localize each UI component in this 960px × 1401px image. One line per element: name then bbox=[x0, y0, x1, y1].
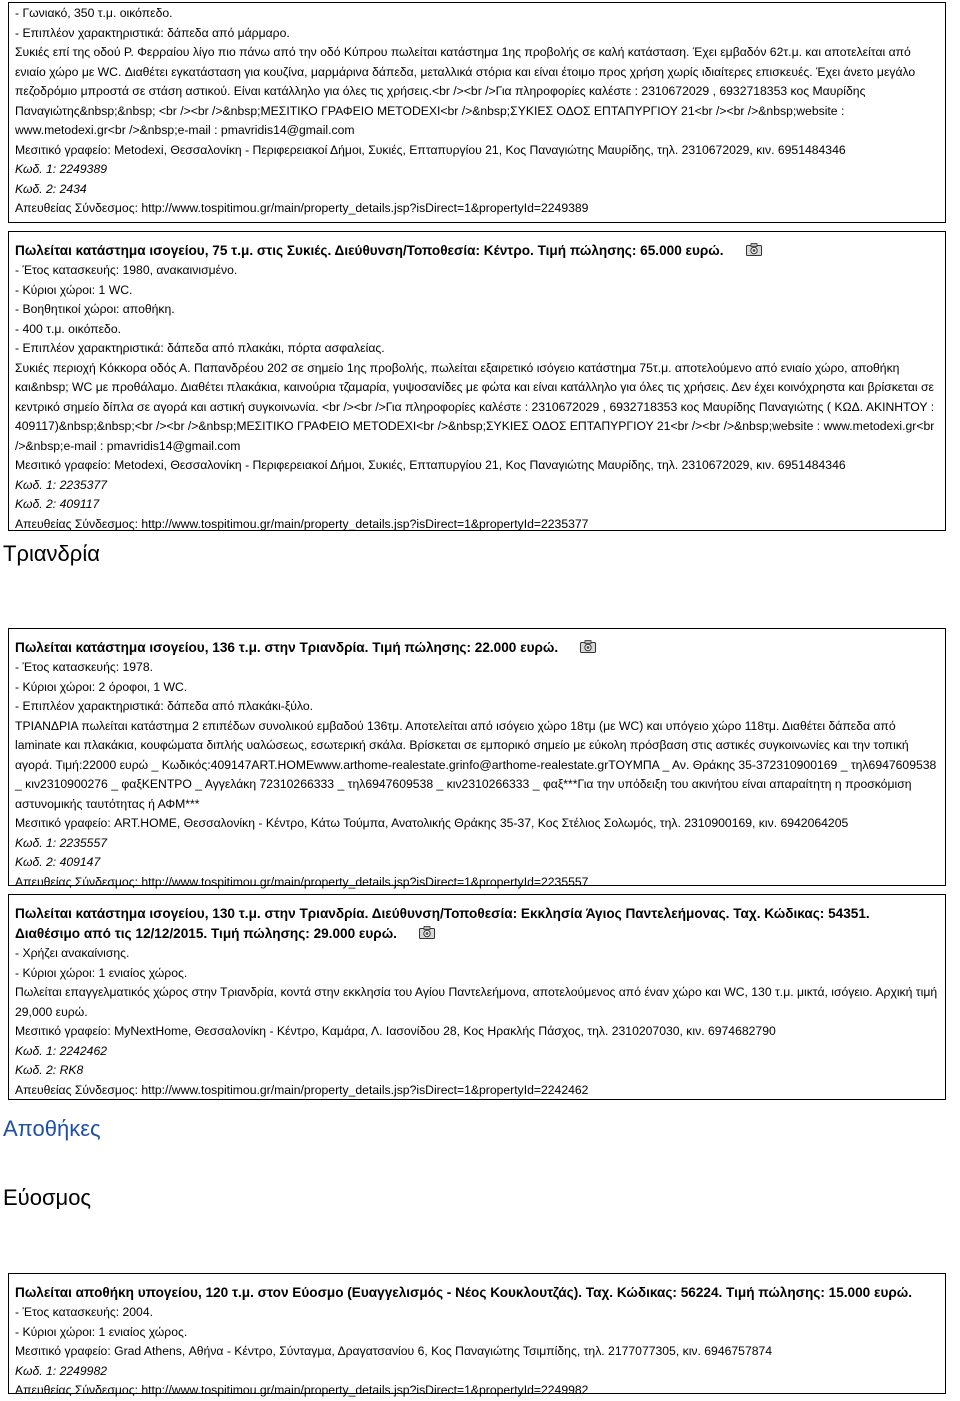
code-2: Κωδ. 2: 409117 bbox=[15, 497, 100, 511]
feature-line: - Βοηθητικοί χώροι: αποθήκη. bbox=[15, 302, 175, 316]
listing-title: Πωλείται κατάστημα ισογείου, 136 τ.μ. στην Τριανδρία. Τιμή πώλησης: 22.000 ευρώ. bbox=[15, 640, 559, 655]
camera-icon[interactable] bbox=[746, 243, 762, 256]
feature-line: - Επιπλέον χαρακτηριστικά: δάπεδα από μάρμαρο. bbox=[15, 25, 290, 40]
listing-description: Συκιές επί της οδού Ρ. Φερραίου λίγο πιο πάνω από την οδό Κύπρου πωλείται κατάστημα 1ης προβολής σε καλή κατάσταση. Έχει εμβαδόν 62τ.μ. και αποτελείται από ενιαίο χώρο με WC. Διαθέτει εγκατάσταση για κουζίνα, μαρμάρινα δάπεδα, μεταλλικά στόρια και είναι έτοιμο προς χρήση χωρίς ιδιαίτερες επισκευές. Έχει άνετο μεγάλο πεζοδρόμιο μπροστά σε στάση αστικού. Είναι κατάλληλο για όλες τις χρήσεις.<br /><br />Για πληροφορίες καλέστε : 2310672029 , 6932718353 κος Μαυρίδης Παναγιώτης&nbsp;&nbsp; <br /><br />&nbsp;ΜΕΣΙΤΙΚΟ ΓΡΑΦΕΙΟ METODEXI<br />&nbsp;ΣΥΚΙΕΣ ΟΔΟΣ ΕΠΤΑΠΥΡΓΙΟΥ 21<br /><br />&nbsp;website : www.metodexi.gr<br />&nbsp;e-mail : pmavridis14@gmail.com bbox=[15, 45, 916, 137]
agency-info: Μεσιτικό γραφείο: Metodexi, Θεσσαλονίκη - Περιφερειακοί Δήμοι, Συκιές, Επταπυργίου 21, Κος Παναγιώτης Μαυρίδης, τηλ. 2310672029, κιν. 6951484346 bbox=[15, 458, 846, 472]
feature-line: - Κύριοι χώροι: 1 ενιαίος χώρος. bbox=[15, 1324, 188, 1339]
listing-box bbox=[8, 894, 946, 1100]
feature-line: - Έτος κατασκευής: 1978. bbox=[15, 660, 153, 674]
listing-title: Πωλείται κατάστημα ισογείου, 130 τ.μ. στην Τριανδρία. Διεύθυνση/Τοποθεσία: Εκκλησία Άγιος Παντελεήμονας. Ταχ. Κώδικας: 54351. Διαθέσιμο από τις 12/12/2015. Τιμή πώλησης: 29.000 ευρώ. bbox=[15, 906, 870, 941]
listing-description: Συκιές περιοχή Κόκκορα οδός Α. Παπανδρέου 202 σε σημείο 1ης προβολής, πωλείται εξαιρετικό ισόγειο κατάστημα 75τ.μ. αποτελούμενο από ενιαίο χώρο, αποθήκη και&nbsp; WC με προθάλαμο. Διαθέτει πλακάκια, καινούρια τζαμαρία, γυψοσανίδες με φώτα και είναι κατάλληλο για όλες τις χρήσεις. Δεν έχει κοινόχρηστα και βρίσκεται σε κεντρικό σημείο δίπλα σε αγορά και αστική συγκοινωνία. <br /><br />Για πληροφορίες καλέστε : 2310672029 , 6932718353 κος Μαυρίδης Παναγιώτης ( ΚΩΔ. ΑΚΙΝΗΤΟΥ : 409117)&nbsp;&nbsp;<br /><br />&nbsp;ΜΕΣΙΤΙΚΟ ΓΡΑΦΕΙΟ METODEXI<br />&nbsp;ΣΥΚΙΕΣ ΟΔΟΣ ΕΠΤΑΠΥΡΓΙΟΥ 21<br /><br />&nbsp;website : www.metodexi.gr<br />&nbsp;e-mail : pmavridis14@gmail.com bbox=[15, 360, 935, 453]
feature-line: - Κύριοι χώροι: 1 WC. bbox=[15, 282, 133, 297]
feature-line: - Γωνιακό, 350 τ.μ. οικόπεδο. bbox=[15, 6, 173, 20]
direct-link[interactable]: Απευθείας Σύνδεσμος: http://www.tospitimou.gr/main/property_details.jsp?isDirect=1&propertyId=2242462 bbox=[15, 1082, 589, 1097]
code-1: Κωδ. 1: 2249389 bbox=[15, 162, 108, 176]
direct-link[interactable]: Απευθείας Σύνδεσμος: http://www.tospitimou.gr/main/property_details.jsp?isDirect=1&propertyId=2235377 bbox=[15, 516, 589, 531]
code-1: Κωδ. 1: 2242462 bbox=[15, 1043, 108, 1058]
listing-box bbox=[8, 231, 946, 531]
camera-icon[interactable] bbox=[419, 926, 435, 939]
agency-info: Μεσιτικό γραφείο: MyNextHome, Θεσσαλονίκη - Κέντρο, Καμάρα, Λ. Ιασονίδου 28, Κος Ηρακλής Πάσχος, τηλ. 2310207030, κιν. 6974682790 bbox=[15, 1024, 776, 1038]
section-heading-apothikes: Αποθήκες bbox=[3, 1116, 101, 1141]
listing-box bbox=[8, 2, 946, 223]
code-1: Κωδ. 1: 2249982 bbox=[15, 1363, 108, 1378]
listing-box bbox=[8, 628, 946, 889]
code-2: Κωδ. 2: 2434 bbox=[15, 181, 87, 196]
direct-link[interactable]: Απευθείας Σύνδεσμος: http://www.tospitimou.gr/main/property_details.jsp?isDirect=1&propertyId=2249982 bbox=[15, 1383, 589, 1397]
listing-heading bbox=[15, 638, 945, 657]
code-1: Κωδ. 1: 2235557 bbox=[15, 835, 108, 850]
listing-heading bbox=[15, 1283, 945, 1302]
code-2: Κωδ. 2: 409147 bbox=[15, 855, 101, 869]
feature-line: - Χρήζει ανακαίνισης. bbox=[15, 946, 130, 960]
feature-line: - Έτος κατασκευής: 2004. bbox=[15, 1305, 153, 1319]
listing-title: Πωλείται κατάστημα ισογείου, 75 τ.μ. στις Συκιές. Διεύθυνση/Τοποθεσία: Κέντρο. Τιμή πώλησης: 65.000 ευρώ. bbox=[15, 243, 724, 258]
agency-info: Μεσιτικό γραφείο: ART.HOME, Θεσσαλονίκη - Κέντρο, Κάτω Τούμπα, Ανατολικής Θράκης 35-37, Κος Στέλιος Σολωμός, τηλ. 2310900169, κιν. 6942064205 bbox=[15, 816, 849, 830]
feature-line: - Επιπλέον χαρακτηριστικά: δάπεδα από πλακάκι-ξύλο. bbox=[15, 699, 314, 713]
listing-title: Πωλείται αποθήκη υπογείου, 120 τ.μ. στον Εύοσμο (Ευαγγελισμός - Νέος Κουκλουτζάς). Ταχ. Κώδικας: 56224. Τιμή πώλησης: 15.000 ευρώ. bbox=[15, 1285, 913, 1300]
feature-line: - 400 τ.μ. οικόπεδο. bbox=[15, 321, 121, 336]
feature-line: - Έτος κατασκευής: 1980, ανακαινισμένο. bbox=[15, 263, 238, 277]
feature-line: - Κύριοι χώροι: 2 όροφοι, 1 WC. bbox=[15, 679, 188, 694]
code-2: Κωδ. 2: RK8 bbox=[15, 1063, 84, 1077]
code-1: Κωδ. 1: 2235377 bbox=[15, 477, 108, 492]
direct-link[interactable]: Απευθείας Σύνδεσμος: http://www.tospitimou.gr/main/property_details.jsp?isDirect=1&propertyId=2249389 bbox=[15, 201, 589, 215]
direct-link[interactable]: Απευθείας Σύνδεσμος: http://www.tospitimou.gr/main/property_details.jsp?isDirect=1&propertyId=2235557 bbox=[15, 874, 589, 889]
listing-description: ΤΡΙΑΝΔΡΙΑ πωλείται κατάστημα 2 επιπέδων συνολικού εμβαδού 136τμ. Αποτελείται από ισόγειο χώρο 18τμ (με WC) και υπόγειο χώρο 118τμ. Διαθέτει δάπεδα από laminate και πλακάκια, κουφώματα διπλής υαλώσεως, εσωτερική σκάλα. Βρίσκεται σε εμπορικό σημείο με εύκολη πρόσβαση στις αστικές συγκοινωνίες και την τοπική αγορά. Τιμή:22000 ευρώ _ Κωδικός:409147ART.HOMEwww.arthome-realestate.grinfo@arthome-realestate.grΤΟΥΜΠΑ _ Αν. Θράκης 35-372310900169 _ τηλ6947609538 _ κιν2310900276 _ φαξΚΕΝΤΡΟ _ Αγγελάκη 72310266333 _ τηλ6947609538 _ κιν2310266333 _ φαξ***Για την υπόδειξη του ακινήτου είναι απαραίτητη η προσκόμιση αστυνομικής ταυτότητας ή ΑΦΜ*** bbox=[15, 718, 937, 811]
listing-heading bbox=[15, 241, 945, 260]
section-heading-evosmos: Εύοσμος bbox=[3, 1185, 92, 1210]
section-heading-triandria: Τριανδρία bbox=[3, 541, 100, 566]
agency-info: Μεσιτικό γραφείο: Metodexi, Θεσσαλονίκη - Περιφερειακοί Δήμοι, Συκιές, Επταπυργίου 21, Κος Παναγιώτης Μαυρίδης, τηλ. 2310672029, κιν. 6951484346 bbox=[15, 142, 846, 157]
feature-line: - Επιπλέον χαρακτηριστικά: δάπεδα από πλακάκι, πόρτα ασφαλείας. bbox=[15, 341, 385, 355]
listing-box bbox=[8, 1273, 946, 1397]
agency-info: Μεσιτικό γραφείο: Grad Athens, Αθήνα - Κέντρο, Σύνταγμα, Δραγατσανίου 6, Κος Παναγιώτης Τσιμπίδης, τηλ. 2177077305, κιν. 6946757874 bbox=[15, 1344, 773, 1358]
listing-heading bbox=[15, 904, 945, 944]
listing-description: Πωλείται επαγγελματικός χώρος στην Τριανδρία, κοντά στην εκκλησία του Αγίου Παντελεήμονα, αποτελούμενος από έναν χώρο και WC, 130 τ.μ. μικτά, ισόγειο. Αρχική τιμή 29,000 ευρώ. bbox=[15, 985, 938, 1019]
camera-icon[interactable] bbox=[580, 640, 596, 653]
feature-line: - Κύριοι χώροι: 1 ενιαίος χώρος. bbox=[15, 965, 188, 980]
